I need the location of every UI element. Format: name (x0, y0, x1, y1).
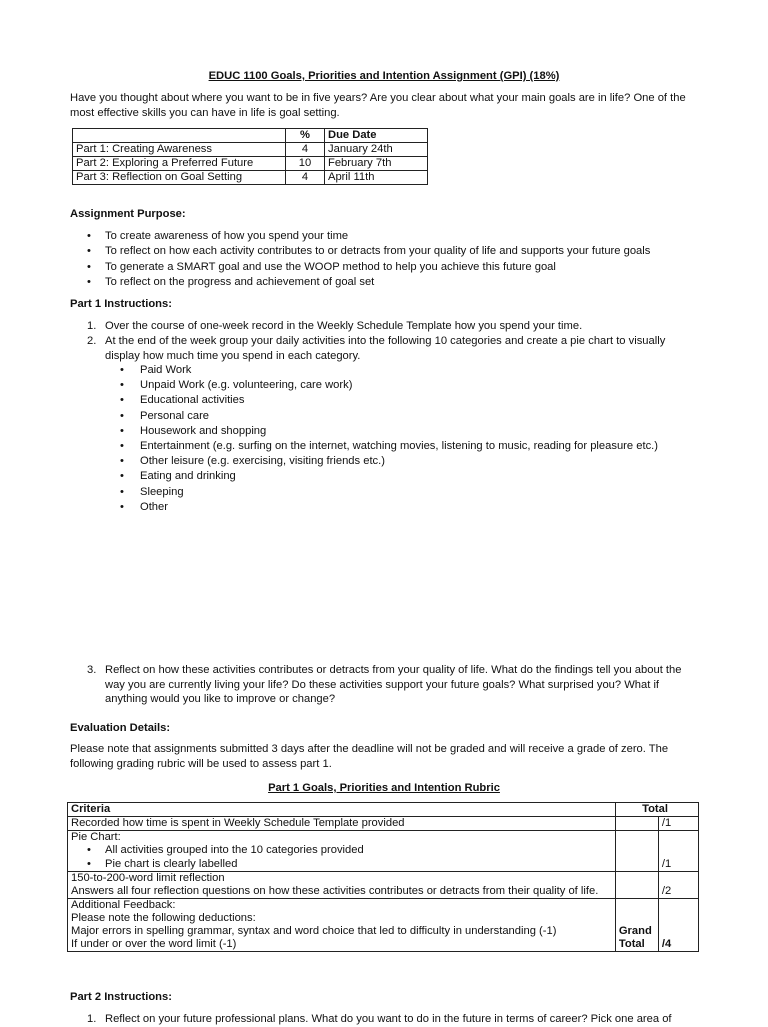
list-item: • To reflect on the progress and achievement of goal set (87, 275, 697, 290)
rubric-row-label: Pie Chart: (71, 831, 121, 843)
step-number: 2. (87, 335, 97, 347)
list-item: • Pie chart is clearly labelled (71, 858, 612, 872)
step-text: Reflect on your future professional plans. What do you want to do in the future in terms of career? Pick one area of (105, 1013, 672, 1025)
step-number: 3. (87, 664, 97, 676)
schedule-cell: Part 3: Reflection on Goal Setting (73, 171, 286, 185)
schedule-cell: Part 1: Creating Awareness (73, 143, 286, 157)
step-text: At the end of the week group your daily activities into the following 10 categories and create a pie chart to visually display how much time you spend in each category. (105, 335, 666, 362)
schedule-header-part (73, 129, 286, 143)
rubric-criteria-cell: Recorded how time is spent in Weekly Schedule Template provided (68, 817, 616, 831)
step-text: Reflect on how these activities contributes or detracts from your quality of life. What do the findings tell you about the way you are currently living your life? Do these activities support your future goals? What surprised you? What if anything would you like to improve or change? (105, 664, 682, 705)
list-item (87, 334, 702, 363)
rubric-criteria-cell (68, 872, 616, 899)
rubric-row-text: Major errors in spelling grammar, syntax and word choice that led to difficulty in understanding (-1) (71, 925, 557, 938)
rubric-score-cell: /2 (658, 872, 698, 899)
list-item: • Other leisure (e.g. exercising, visiting friends etc.) (120, 454, 700, 469)
schedule-cell: Part 2: Exploring a Preferred Future (73, 157, 286, 171)
list-item: • Unpaid Work (e.g. volunteering, care work) (120, 378, 700, 393)
rubric-empty-cell (615, 831, 658, 872)
part2-steps (87, 1012, 702, 1027)
list-item: • Housework and shopping (120, 424, 700, 439)
evaluation-text: Please note that assignments submitted 3 days after the deadline will not be graded and will receive a grade of zero. The following grading rubric will be used to assess part 1. (70, 743, 669, 770)
step-number: 1. (87, 1013, 97, 1025)
rubric-row-label: 150-to-200-word limit reflection (71, 872, 225, 885)
assignment-title: EDUC 1100 Goals, Priorities and Intention Assignment (GPI) (18%) (208, 70, 560, 82)
rubric-row-text: Answers all four reflection questions on how these activities contributes or detracts from their quality of life. (71, 885, 599, 898)
purpose-heading: Assignment Purpose: (70, 208, 186, 220)
part1-step3 (87, 663, 702, 707)
evaluation-heading: Evaluation Details: (70, 722, 171, 734)
schedule-header-percent: % (286, 129, 325, 143)
table-row (68, 803, 699, 817)
table-row (68, 831, 699, 872)
rubric-sub-list (71, 844, 612, 871)
schedule-cell: 4 (286, 143, 325, 157)
intro-paragraph: Have you thought about where you want to be in five years? Are you clear about what your main goals are in life? One of the most effective skills you can have in life is goal setting. (70, 92, 686, 119)
list-item: • To create awareness of how you spend your time (87, 229, 697, 244)
grand-total-label: Grand Total (615, 899, 658, 952)
step-number: 1. (87, 320, 97, 332)
list-item: • Educational activities (120, 393, 700, 408)
rubric-row-text: If under or over the word limit (-1) (71, 938, 237, 951)
schedule-cell: 4 (286, 171, 325, 185)
part1-heading: Part 1 Instructions: (70, 298, 172, 310)
purpose-list (87, 229, 697, 290)
rubric-score-cell: /1 (658, 817, 698, 831)
rubric-row-text: Please note the following deductions: (71, 912, 256, 925)
list-item (87, 1012, 702, 1027)
rubric-empty-cell (615, 872, 658, 899)
schedule-cell: 10 (286, 157, 325, 171)
list-item: • All activities grouped into the 10 categories provided (71, 844, 612, 858)
step-text: Over the course of one-week record in the Weekly Schedule Template how you spend your time. (105, 320, 583, 332)
list-item (87, 319, 702, 334)
table-row (73, 143, 428, 157)
rubric-header-criteria: Criteria (68, 803, 616, 817)
rubric-criteria-cell (68, 899, 616, 952)
part2-heading: Part 2 Instructions: (70, 991, 172, 1003)
list-item: • Entertainment (e.g. surfing on the internet, watching movies, listening to music, reading for pleasure etc.) (120, 439, 700, 454)
schedule-header-due-date: Due Date (325, 129, 428, 143)
schedule-cell: April 11th (325, 171, 428, 185)
rubric-table (67, 802, 699, 952)
table-row (73, 129, 428, 143)
rubric-header-total: Total (615, 803, 698, 817)
rubric-score-cell: /1 (658, 831, 698, 872)
list-item: • Other (120, 500, 700, 515)
schedule-cell: February 7th (325, 157, 428, 171)
list-item: • To generate a SMART goal and use the WOOP method to help you achieve this future goal (87, 260, 697, 275)
table-row (73, 157, 428, 171)
rubric-empty-cell (615, 817, 658, 831)
category-list (120, 363, 700, 515)
list-item: • Eating and drinking (120, 469, 700, 484)
rubric-criteria-cell (68, 831, 616, 872)
table-row (68, 899, 699, 952)
list-item: • To reflect on how each activity contributes to or detracts from your quality of life and supports your future goals (87, 244, 697, 259)
part1-steps (87, 319, 702, 363)
rubric-title: Part 1 Goals, Priorities and Intention Rubric (268, 782, 500, 794)
schedule-table (72, 128, 428, 185)
table-row (73, 171, 428, 185)
list-item: • Paid Work (120, 363, 700, 378)
grand-total-score: /4 (658, 899, 698, 952)
list-item: • Sleeping (120, 485, 700, 500)
table-row (68, 872, 699, 899)
list-item (87, 663, 702, 707)
table-row (68, 817, 699, 831)
rubric-row-label: Additional Feedback: (71, 899, 176, 912)
schedule-cell: January 24th (325, 143, 428, 157)
list-item: • Personal care (120, 409, 700, 424)
